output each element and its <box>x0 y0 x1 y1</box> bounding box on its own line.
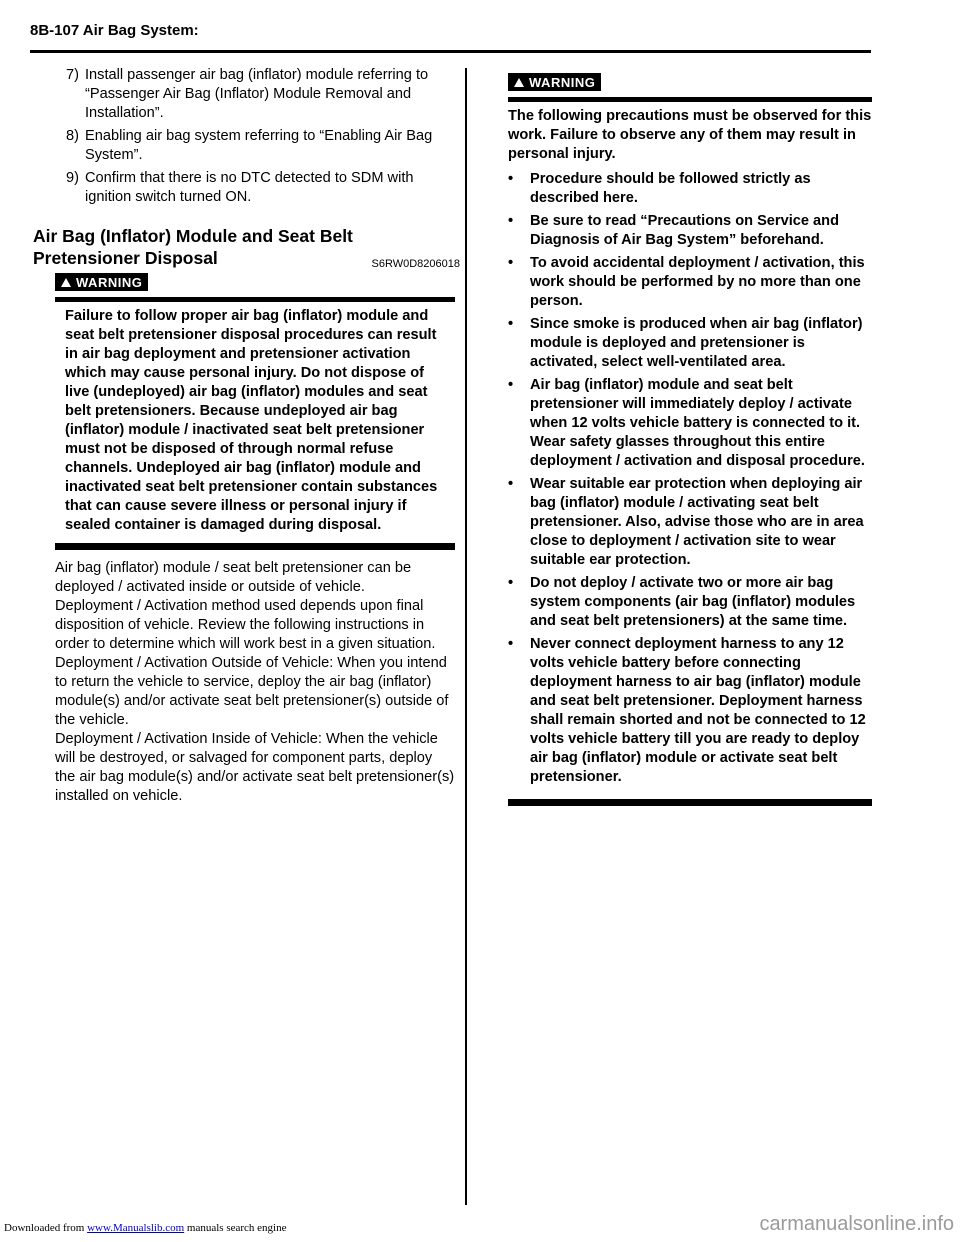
paragraph: Deployment / Activation Inside of Vehicle: When the vehicle will be destroyed, or salvaged for component parts, deploy the air bag module(s) and/or activate seat belt pretensioner(s) installed on vehicle. <box>55 730 455 804</box>
paragraph: Deployment / Activation Outside of Vehicle: When you intend to return the vehicle to service, deploy the air bag (inflator) module(s) and/or activate seat belt pretensioner(s) outside of the vehicle. <box>55 654 449 728</box>
list-item-text: Wear suitable ear protection when deploying air bag (inflator) module / activating seat belt pretensioner. Also, advise those who are in area close to deployment / activation site to wear suitable ear protection. <box>530 475 864 568</box>
warning-badge <box>508 73 601 91</box>
list-item <box>508 475 872 570</box>
page-header: 8B-107 Air Bag System: <box>30 22 199 39</box>
list-item-text: Do not deploy / activate two or more air bag system components (air bag (inflator) modules and seat belt pretensioners) at the same time. <box>530 574 856 629</box>
download-footer <box>4 1222 286 1234</box>
list-item-text: Since smoke is produced when air bag (inflator) module is deployed and pretensioner is activated, select well-ventilated area. <box>530 315 863 370</box>
bullet-icon: • <box>508 212 514 229</box>
section-title: Air Bag (Inflator) Module and Seat Belt Pretensioner Disposal <box>33 226 353 268</box>
paragraph: Deployment / Activation method used depends upon final disposition of vehicle. Review the following instructions in order to determine which will work best in a given situation. <box>55 597 436 652</box>
list-item <box>508 376 872 471</box>
manualslib-link[interactable]: www.Manualslib.com <box>87 1222 185 1234</box>
header-rule <box>30 50 871 53</box>
precaution-list <box>508 170 872 787</box>
watermark: carmanualsonline.info <box>759 1213 954 1235</box>
list-item <box>508 254 872 311</box>
section-id: S6RW0D8206018 <box>371 258 460 270</box>
step-item <box>55 127 455 165</box>
paragraph: Air bag (inflator) module / seat belt pretensioner can be deployed / activated inside or outside of vehicle. <box>55 559 412 595</box>
step-item <box>55 66 455 123</box>
footer-suffix: manuals search engine <box>186 1222 287 1234</box>
bullet-icon: • <box>508 254 514 271</box>
step-number: 8) <box>66 128 79 144</box>
left-column <box>33 66 460 806</box>
bullet-icon: • <box>508 315 514 332</box>
bullet-icon: • <box>508 475 514 492</box>
warning-bottom-bar <box>508 799 872 806</box>
list-item <box>508 635 872 787</box>
right-column <box>508 66 872 806</box>
step-number: 9) <box>66 170 79 186</box>
step-item <box>55 169 455 207</box>
list-item <box>508 574 872 631</box>
footer-prefix: Downloaded from <box>4 1222 85 1234</box>
bullet-icon: • <box>508 574 514 591</box>
list-item-text: Procedure should be followed strictly as described here. <box>530 170 811 206</box>
list-item-text: Never connect deployment harness to any 12 volts vehicle battery before connecting deployment harness to air bag (inflator) module and seat belt pretensioner. Deployment harness shall remain shorted and not be connected to 12 volts vehicle battery till you are ready to deploy air bag (inflator) module or activate seat belt pretensioner. <box>530 635 866 785</box>
list-item-text: Be sure to read “Precautions on Service and Diagnosis of Air Bag System” beforehand. <box>530 212 840 248</box>
step-text: Enabling air bag system referring to “Enabling Air Bag System”. <box>85 128 433 163</box>
warning-triangle-icon <box>514 78 524 87</box>
column-divider <box>465 68 467 1205</box>
warning-bottom-bar <box>55 543 455 550</box>
warning-label: WARNING <box>529 74 596 90</box>
warning-box <box>508 73 872 806</box>
bullet-icon: • <box>508 170 514 187</box>
list-item <box>508 212 872 250</box>
step-text: Confirm that there is no DTC detected to SDM with ignition switch turned ON. <box>85 170 414 205</box>
list-item <box>508 315 872 372</box>
step-number: 7) <box>66 67 79 83</box>
warning-box <box>55 273 455 550</box>
warning-intro: The following precautions must be observed for this work. Failure to observe any of them may result in personal injury. <box>508 107 872 162</box>
bullet-icon: • <box>508 635 514 652</box>
warning-text: Failure to follow proper air bag (inflator) module and seat belt pretensioner disposal procedures can result in air bag deployment and pretensioner activation which may cause personal injury. Do not dispose of live (undeployed) air bag (inflator) modules and seat belt pretensioners. Because undeployed air bag (inflator) module / inactivated seat belt pretensioner must not be disposed of through normal refuse channels. Undeployed air bag (inflator) module and inactivated seat belt pretensioner contain substances that can cause severe illness or personal injury if sealed container is damaged during disposal. <box>65 307 438 533</box>
list-item <box>508 170 872 208</box>
bullet-icon: • <box>508 376 514 393</box>
warning-badge <box>55 273 148 291</box>
warning-triangle-icon <box>61 278 71 287</box>
body-text <box>55 559 455 806</box>
step-text: Install passenger air bag (inflator) module referring to “Passenger Air Bag (Inflator) Module Removal and Installation”. <box>85 67 429 121</box>
list-item-text: Air bag (inflator) module and seat belt pretensioner will immediately deploy / activate when 12 volts vehicle battery is connected to it. Wear safety glasses throughout this entire deployment / activation and disposal procedure. <box>530 376 865 469</box>
list-item-text: To avoid accidental deployment / activation, this work should be performed by no more than one person. <box>530 254 865 309</box>
warning-label: WARNING <box>76 274 143 290</box>
